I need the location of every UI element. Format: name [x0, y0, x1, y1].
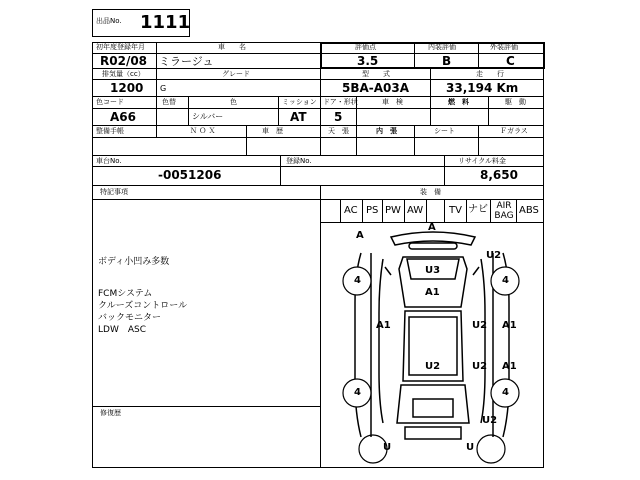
mark-tire-fr: 4: [502, 275, 509, 286]
rule: [156, 42, 157, 68]
equipment-abs: ABS: [519, 205, 539, 216]
mark-rear-right-a1: A1: [502, 361, 517, 372]
mark-tire-fl: 4: [354, 275, 361, 286]
rule: [516, 199, 517, 222]
equipment-navi: ナビ: [468, 204, 488, 215]
rule: [92, 137, 544, 138]
rule: [188, 96, 189, 125]
mark-front-right-u2: U2: [486, 250, 502, 261]
mark-rear-left-u: U: [383, 442, 392, 453]
mark-rear-door-u2: U2: [472, 361, 488, 372]
rule: [362, 199, 363, 222]
mark-rear-u2: U2: [482, 415, 498, 426]
rule: [92, 108, 544, 109]
rule: [430, 96, 431, 125]
rule: [426, 199, 427, 222]
manual-label: 整備手帳: [96, 127, 124, 135]
rule: [444, 155, 445, 185]
mark-rear-right-u: U: [466, 442, 475, 453]
interior-eval-value: B: [442, 54, 452, 68]
chassis-label: 車台No.: [96, 157, 122, 165]
rule: [320, 96, 321, 125]
mark-tire-rr: 4: [502, 387, 509, 398]
rule: [444, 199, 445, 222]
note-line: FCMシステム: [98, 289, 153, 299]
rule: [340, 199, 341, 222]
rule: [92, 406, 320, 407]
equipment-ps: PS: [366, 205, 379, 216]
year-label: 初年度登録年月: [96, 43, 145, 51]
note-line: クルーズコントロール: [98, 301, 188, 311]
exterior-eval-value: C: [506, 54, 515, 68]
fuel-label: 燃 料: [448, 98, 469, 106]
rule: [246, 125, 247, 155]
rule: [382, 199, 383, 222]
exterior-eval-label: 外装評価: [490, 43, 518, 51]
interior-label: 内 張: [376, 127, 397, 135]
type-value: 5BA-A03A: [342, 81, 410, 95]
model-label: 車 名: [218, 43, 246, 51]
rule: [92, 166, 544, 167]
rule: [478, 125, 479, 155]
registration-label: 登録No.: [286, 157, 312, 165]
recycle-value: 8,650: [480, 168, 518, 182]
rule: [404, 199, 405, 222]
chassis-value: -0051206: [158, 168, 222, 182]
drive-label: 駆 動: [505, 98, 526, 106]
rule: [490, 199, 491, 222]
interior-eval-label: 内装評価: [428, 43, 456, 51]
color-value: シルバー: [192, 112, 224, 121]
recycle-label: リサイクル料金: [458, 157, 507, 165]
rule: [156, 125, 157, 137]
type-label: 型 式: [362, 70, 390, 78]
spare-tire-right: [477, 435, 505, 463]
lot-label: 出品No.: [96, 17, 122, 25]
rule: [320, 125, 321, 155]
cc-label: 排気量（cc）: [102, 70, 145, 78]
color-code-label: 色コード: [96, 98, 124, 106]
glass-label: Ｆガラス: [500, 127, 528, 135]
equipment-ac: AC: [344, 205, 358, 216]
grade-label: グレード: [222, 70, 250, 78]
km-value: 33,194 Km: [446, 81, 519, 95]
rule: [488, 96, 489, 125]
door-value: 5: [334, 110, 343, 124]
color-change-label: 色替: [162, 98, 176, 106]
mark-left-a1: A1: [376, 320, 391, 331]
equipment-label: 装 備: [420, 188, 441, 196]
mission-label: ミッション: [282, 98, 317, 106]
car-damage-diagram: [321, 223, 543, 467]
door-label: ドア・形状: [323, 98, 358, 106]
model-value: ミラージュ: [159, 55, 214, 68]
cc-value: 1200: [110, 81, 144, 95]
rule: [430, 68, 431, 96]
rule: [278, 96, 279, 125]
rule: [414, 125, 415, 155]
seat-label: シート: [434, 127, 455, 135]
mark-front-bumper-a: A: [428, 222, 436, 233]
mark-right-u2: U2: [472, 320, 488, 331]
notes-label: 特記事項: [100, 188, 128, 196]
color-code-value: A66: [110, 110, 136, 124]
rule: [156, 96, 157, 125]
note-line: バックモニター: [98, 313, 162, 323]
mark-front-a: A: [356, 230, 364, 241]
score-label: 評価点: [355, 43, 376, 51]
vehicle-inspection-label: 車 検: [382, 98, 403, 106]
rule: [92, 155, 544, 156]
mark-right-side-a1: A1: [502, 320, 517, 331]
rule: [466, 199, 467, 222]
nox-label: Ｎ Ｏ Ｘ: [190, 127, 216, 135]
mark-hood-u3: U3: [425, 265, 441, 276]
lot-number: 1111: [140, 12, 191, 33]
repair-history-label: 修復歴: [100, 409, 121, 417]
km-label: 走 行: [476, 70, 504, 78]
rule: [356, 125, 357, 155]
rule: [280, 155, 281, 185]
equipment-airbag: AIR BAG: [494, 201, 514, 221]
rule: [92, 96, 544, 97]
equipment-tv: TV: [449, 205, 462, 216]
rule: [320, 68, 321, 96]
color-label: 色: [230, 98, 237, 106]
mark-roof-u2: U2: [425, 361, 441, 372]
rule: [92, 185, 544, 186]
history-label: 車 歴: [262, 127, 283, 135]
grade-value: G: [160, 84, 167, 93]
rule: [92, 125, 544, 126]
mark-hood-a1: A1: [425, 287, 440, 298]
note-line: ボディ小凹み多数: [98, 257, 170, 267]
rule: [156, 68, 157, 96]
sunroof-label: 天 張: [328, 127, 349, 135]
note-line: LDW ASC: [98, 325, 146, 335]
rule: [92, 79, 544, 80]
mission-value: AT: [290, 110, 307, 124]
mark-tire-rl: 4: [354, 387, 361, 398]
year-value: R02/08: [100, 54, 148, 68]
equipment-aw: AW: [407, 205, 424, 216]
rule: [92, 199, 544, 200]
score-value: 3.5: [357, 54, 379, 68]
equipment-pw: PW: [385, 205, 401, 216]
